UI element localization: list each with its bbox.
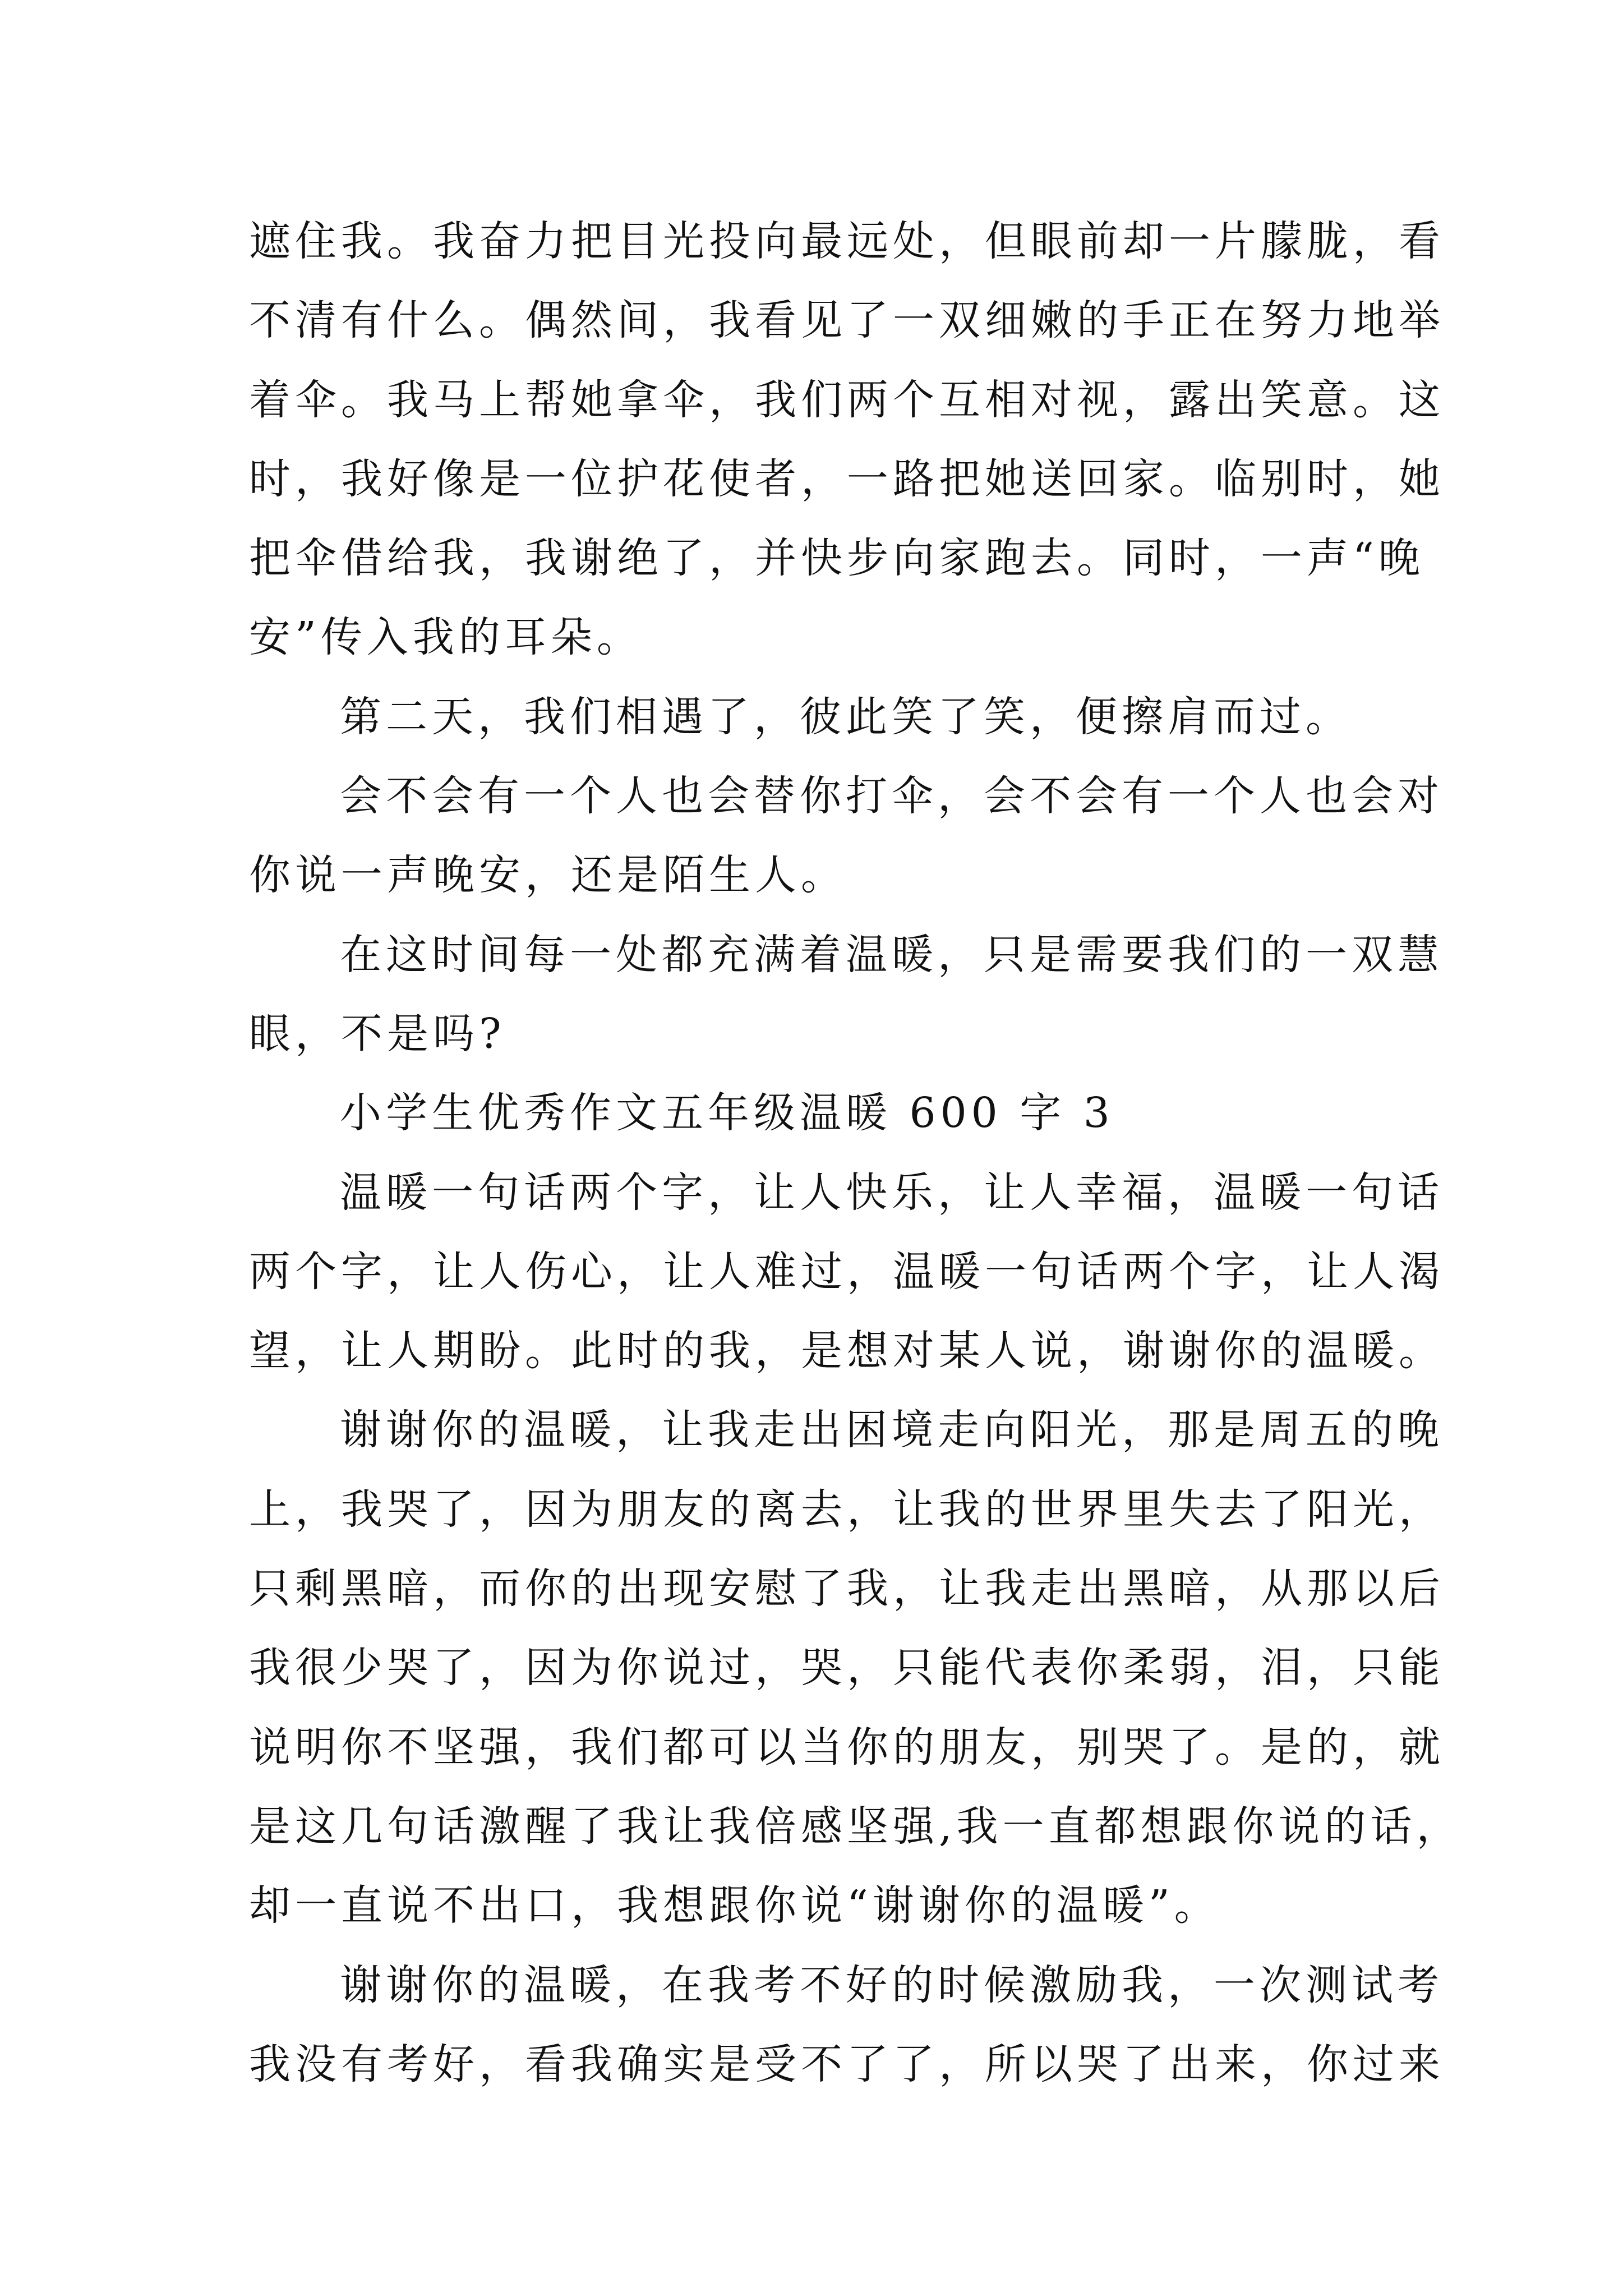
text-line: 眼，不是吗? [249,1009,506,1058]
text-line: 上，我哭了，因为朋友的离去，让我的世界里失去了阳光， [249,1485,1445,1534]
text-line: 说明你不坚强，我们都可以当你的朋友，别哭了。是的，就 [249,1723,1445,1772]
text-line: 着伞。我马上帮她拿伞，我们两个互相对视，露出笑意。这 [249,375,1445,424]
text-line: 你说一声晚安，还是陌生人。 [249,851,847,900]
document-body [249,202,1463,2104]
paragraph-first-line: 谢谢你的温暖，让我走出困境走向阳光，那是周五的晚 [340,1406,1444,1455]
text-line: 只剩黑暗，而你的出现安慰了我，让我走出黑暗，从那以后 [249,1565,1445,1613]
paragraph-first-line: 在这时间每一处都充满着温暖，只是需要我们的一双慧 [340,930,1444,979]
text-line: 时，我好像是一位护花使者，一路把她送回家。临别时，她 [249,454,1445,503]
paragraph-first-line: 谢谢你的温暖，在我考不好的时候激励我，一次测试考 [340,1961,1444,2009]
text-line: 把伞借给我，我谢绝了，并快步向家跑去。同时，一声“晚 [249,534,1424,583]
text-line: 两个字，让人伤心，让人难过，温暖一句话两个字，让人渴 [249,1247,1445,1296]
text-line: 我没有考好，看我确实是受不了了，所以哭了出来，你过来 [249,2040,1445,2088]
text-line: 安”传入我的耳朵。 [249,613,643,662]
paragraph-first-line: 第二天，我们相遇了，彼此笑了笑，便擦肩而过。 [340,692,1352,741]
paragraph-first-line: 温暖一句话两个字，让人快乐，让人幸福，温暖一句话 [340,1168,1444,1217]
text-line: 却一直说不出口，我想跟你说“谢谢你的温暖”。 [249,1881,1220,1930]
text-line: 是这几句话激醒了我让我倍感坚强,我一直都想跟你说的话， [249,1802,1463,1851]
text-line: 望，让人期盼。此时的我，是想对某人说，谢谢你的温暖。 [249,1327,1445,1375]
text-line: 我很少哭了，因为你说过，哭，只能代表你柔弱，泪，只能 [249,1644,1445,1692]
section-heading: 小学生优秀作文五年级温暖 600 字 3 [340,1089,1114,1138]
paragraph-first-line: 会不会有一个人也会替你打伞，会不会有一个人也会对 [340,772,1444,821]
text-line: 不清有什么。偶然间，我看见了一双细嫩的手正在努力地举 [249,296,1445,345]
text-line: 遮住我。我奋力把目光投向最远处，但眼前却一片朦胧，看 [249,217,1445,265]
